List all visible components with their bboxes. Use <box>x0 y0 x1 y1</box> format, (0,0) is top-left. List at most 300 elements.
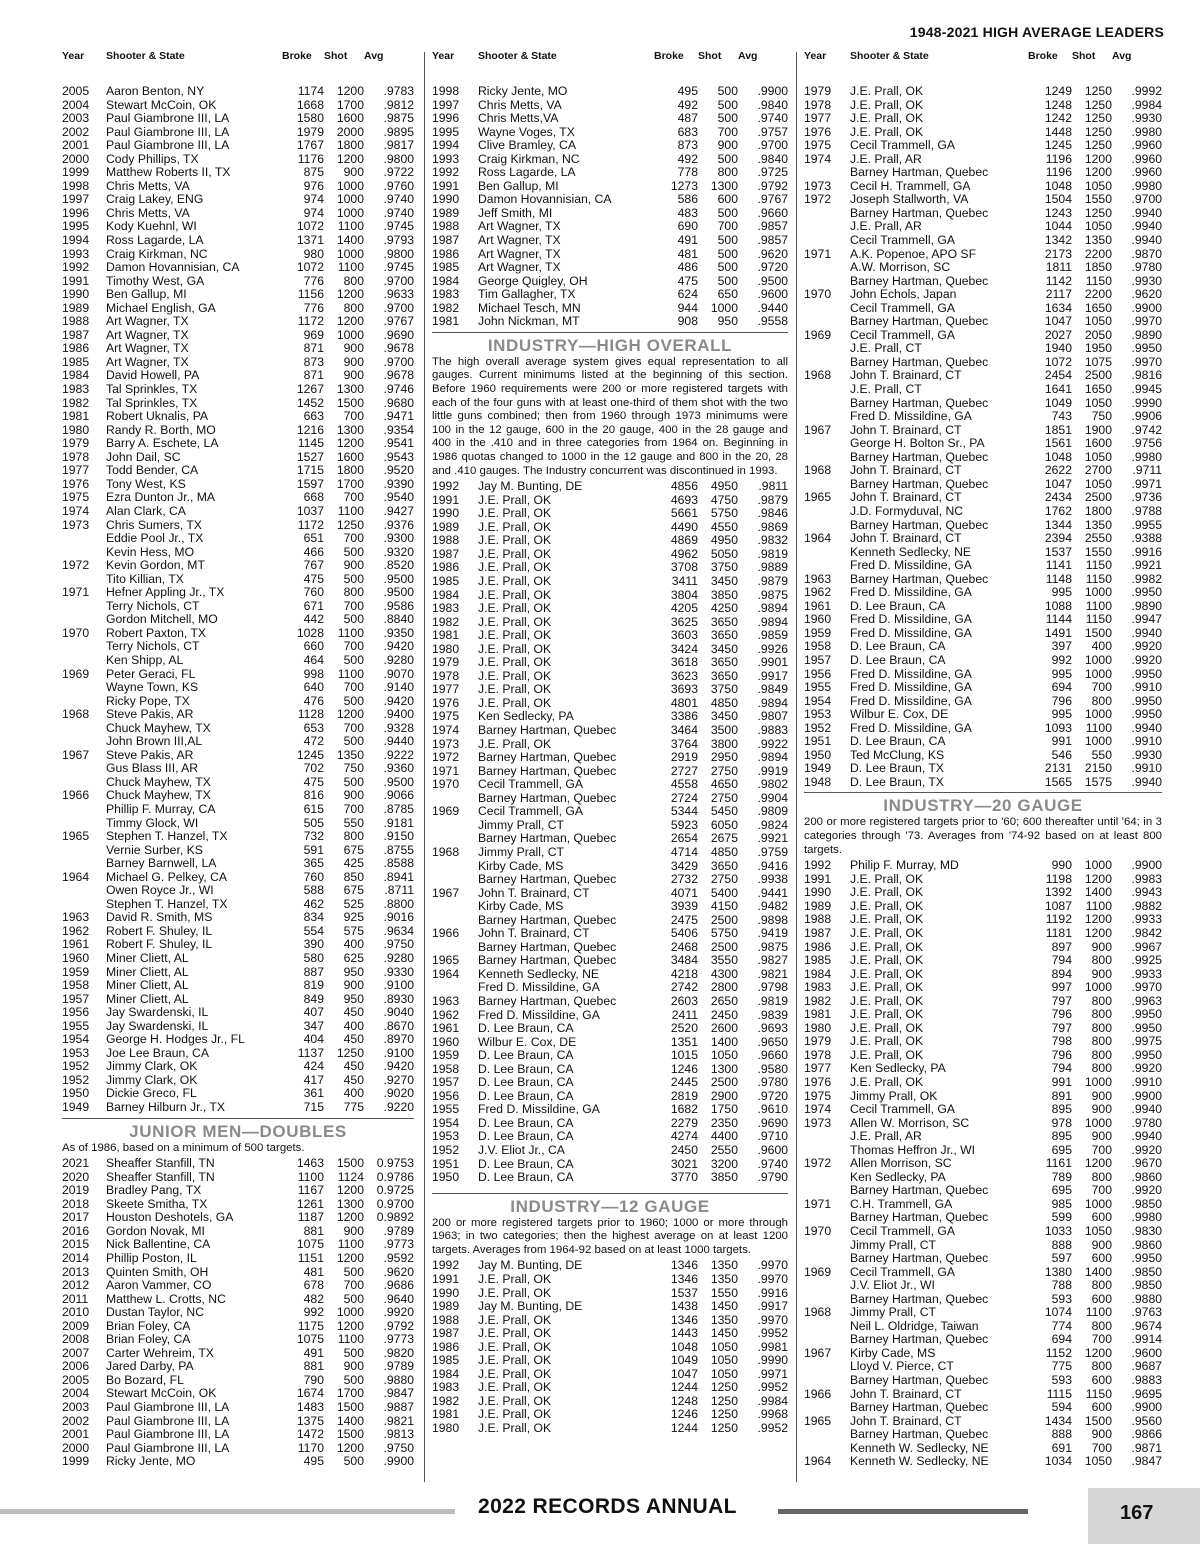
avg-cell: .9850 <box>1131 1197 1162 1211</box>
table-row <box>432 778 788 792</box>
avg-cell: .9982 <box>1131 572 1162 586</box>
broke-cell: 1072 <box>296 220 324 234</box>
shooter-cell: J.E. Prall, OK <box>850 940 924 954</box>
avg-cell: .9416 <box>757 859 788 873</box>
avg-cell: .9849 <box>757 683 788 697</box>
avg-cell: .9960 <box>1131 139 1162 153</box>
broke-cell: 2434 <box>1044 491 1072 505</box>
table-row <box>62 789 414 803</box>
shot-cell: 5050 <box>710 547 738 561</box>
table-row <box>804 315 1162 329</box>
shot-cell: 500 <box>343 1265 364 1279</box>
table-row <box>804 1306 1162 1320</box>
avg-cell: .9610 <box>757 1103 788 1117</box>
broke-cell: 775 <box>1051 1360 1072 1374</box>
avg-cell: .9947 <box>1131 613 1162 627</box>
avg-cell: .9920 <box>1131 653 1162 667</box>
shot-cell: 900 <box>343 789 364 803</box>
shooter-cell: Robert Uknalis, PA <box>106 410 209 424</box>
broke-cell: 2919 <box>670 751 698 765</box>
year-cell: 1979 <box>432 656 460 670</box>
shooter-cell: Paul Giambrone III, LA <box>106 1414 230 1428</box>
shot-cell: 3650 <box>710 629 738 643</box>
shooter-cell: Chris Metts,VA <box>478 112 559 126</box>
broke-cell: 5344 <box>670 805 698 819</box>
year-cell: 2015 <box>62 1238 90 1252</box>
shooter-cell: Art Wagner, TX <box>106 315 189 329</box>
broke-cell: 1167 <box>297 1184 324 1198</box>
table-row <box>804 1225 1162 1239</box>
table-row <box>62 1347 414 1361</box>
shot-cell: 1500 <box>1084 626 1112 640</box>
shot-cell: 800 <box>1091 994 1112 1008</box>
table-row <box>804 234 1162 248</box>
table-row <box>62 722 414 736</box>
shooter-cell: Phillip F. Murray, CA <box>106 802 216 816</box>
avg-cell: .9839 <box>757 1008 788 1022</box>
table-row <box>62 695 414 709</box>
shooter-cell: Art Wagner, TX <box>478 234 561 248</box>
shot-cell: 400 <box>343 1019 364 1033</box>
table-row <box>62 315 414 329</box>
shot-cell: 3500 <box>710 724 738 738</box>
shooter-cell: Clive Bramley, CA <box>478 139 576 153</box>
table-row <box>62 993 414 1007</box>
broke-cell: 3770 <box>670 1171 698 1185</box>
avg-cell: .9687 <box>1131 1360 1162 1374</box>
year-cell: 1972 <box>804 193 832 207</box>
shooter-cell: Art Wagner, TX <box>106 355 189 369</box>
shooter-cell: Ken Sedlecky, PA <box>478 710 574 724</box>
table-row <box>62 126 414 140</box>
table-row <box>62 1306 414 1320</box>
broke-cell: 4205 <box>670 602 698 616</box>
shooter-cell: Art Wagner, TX <box>478 247 561 261</box>
shooter-cell: John Brown III,AL <box>106 735 203 749</box>
broke-cell: 1181 <box>1045 926 1072 940</box>
shot-cell: 450 <box>343 1006 364 1020</box>
table-row <box>432 616 788 630</box>
avg-cell: .9880 <box>383 1373 414 1387</box>
broke-cell: 3625 <box>670 615 698 629</box>
shooter-cell: Alan Clark, CA <box>106 504 186 518</box>
year-cell: 1968 <box>804 1306 832 1320</box>
table-row <box>804 112 1162 126</box>
shot-cell: 500 <box>717 98 738 112</box>
table-row <box>432 819 788 833</box>
shot-cell: 1750 <box>710 1103 738 1117</box>
shooter-cell: Barney Hartman, Quebec <box>850 1252 989 1266</box>
table-row <box>432 261 788 275</box>
year-cell <box>804 1293 850 1307</box>
broke-cell: 1392 <box>1044 886 1072 900</box>
avg-cell: .9678 <box>383 369 414 383</box>
broke-cell: 888 <box>1051 1428 1072 1442</box>
table-row <box>62 1333 414 1347</box>
year-cell: 1989 <box>432 520 460 534</box>
table-row <box>62 1157 414 1171</box>
year-cell: 1963 <box>62 911 90 925</box>
shooter-cell: J.E. Prall, AR <box>850 1130 922 1144</box>
shot-cell: 1150 <box>1085 559 1112 573</box>
table-row <box>432 846 788 860</box>
year-cell: 1976 <box>432 696 460 710</box>
broke-cell: 816 <box>303 789 324 803</box>
table-row <box>804 1035 1162 1049</box>
broke-cell: 1128 <box>297 708 324 722</box>
avg-cell: .9970 <box>1131 981 1162 995</box>
year-cell: 1977 <box>432 683 460 697</box>
shot-cell: 1000 <box>1084 859 1112 873</box>
avg-cell: .9980 <box>1131 125 1162 139</box>
table-row <box>804 1130 1162 1144</box>
year-cell: 1964 <box>804 1455 832 1469</box>
avg-cell: .9500 <box>383 586 414 600</box>
shot-cell: 1000 <box>1084 1197 1112 1211</box>
year-cell: 1975 <box>432 710 460 724</box>
broke-cell: 482 <box>303 1292 324 1306</box>
avg-cell: .9983 <box>1131 872 1162 886</box>
avg-cell: .9792 <box>383 1319 414 1333</box>
shooter-cell: Ross Lagarde, LA <box>106 234 204 248</box>
shot-cell: 600 <box>717 193 738 207</box>
shooter-cell: J.E. Prall, OK <box>850 112 924 126</box>
shooter-cell: D. Lee Braun, CA <box>850 735 946 749</box>
table-row <box>432 941 788 955</box>
year-cell: 1988 <box>804 913 832 927</box>
avg-cell: .9600 <box>1131 1346 1162 1360</box>
shooter-cell: Stewart McCoin, OK <box>106 98 217 112</box>
shot-cell: 650 <box>717 288 738 302</box>
year-cell: 1963 <box>432 994 460 1008</box>
year-cell: 1988 <box>432 220 460 234</box>
table-row <box>62 803 414 817</box>
avg-cell: .9802 <box>757 778 788 792</box>
shooter-cell: John T. Brainard, CT <box>850 369 962 383</box>
table-row <box>62 938 414 952</box>
avg-cell: .9910 <box>1131 1075 1162 1089</box>
shot-cell: 800 <box>1091 694 1112 708</box>
avg-cell: .9813 <box>383 1428 414 1442</box>
records-table <box>432 1259 788 1435</box>
broke-cell: 3623 <box>670 669 698 683</box>
broke-cell: 1244 <box>670 1421 698 1435</box>
table-row <box>432 710 788 724</box>
table-row <box>804 1198 1162 1212</box>
table-row <box>804 1117 1162 1131</box>
shot-cell: 1300 <box>336 383 364 397</box>
shooter-cell: Bradley Pang, TX <box>106 1184 202 1198</box>
year-cell: 1973 <box>432 737 460 751</box>
table-row <box>62 1238 414 1252</box>
year-cell: 1971 <box>62 586 90 600</box>
avg-cell: .9910 <box>1131 762 1162 776</box>
section-title-industry-high-overall: INDUSTRY—HIGH OVERALL <box>432 332 788 356</box>
shooter-cell: Terry Nichols, CT <box>106 640 200 654</box>
year-cell: 1981 <box>62 410 90 424</box>
broke-cell: 1472 <box>296 1428 324 1442</box>
shot-cell: 1500 <box>1084 1414 1112 1428</box>
table-row <box>62 1320 414 1334</box>
year-cell: 1982 <box>432 615 460 629</box>
shooter-cell: Robert Paxton, TX <box>106 626 207 640</box>
avg-cell: .9660 <box>757 206 788 220</box>
year-cell: 1961 <box>62 938 90 952</box>
shooter-cell: D. Lee Braun, CA <box>478 1116 574 1130</box>
shooter-cell: J.E. Prall, CT <box>850 383 922 397</box>
shot-cell: 400 <box>343 938 364 952</box>
shot-cell: 700 <box>717 220 738 234</box>
avg-cell: .9740 <box>383 206 414 220</box>
avg-cell: .9819 <box>757 994 788 1008</box>
shooter-cell: Jimmy Prall, OK <box>850 1089 938 1103</box>
shot-cell: 800 <box>1091 1048 1112 1062</box>
year-cell: 1989 <box>804 899 832 913</box>
broke-cell: 1049 <box>1044 396 1072 410</box>
broke-cell: 3429 <box>670 859 698 873</box>
table-row <box>432 1381 788 1395</box>
shot-cell: 1200 <box>336 1319 364 1333</box>
avg-cell: .9634 <box>383 924 414 938</box>
year-cell: 1958 <box>804 640 832 654</box>
shot-cell: 700 <box>343 640 364 654</box>
shooter-cell: Barney Hartman, Quebec <box>478 832 617 846</box>
year-cell: 1991 <box>432 1272 460 1286</box>
shooter-cell: Robert F. Shuley, IL <box>106 938 213 952</box>
shot-cell: 950 <box>343 992 364 1006</box>
avg-cell: .9600 <box>757 1143 788 1157</box>
shooter-cell: Jay Swardenski, IL <box>106 1006 209 1020</box>
table-row <box>804 397 1162 411</box>
avg-cell: .9827 <box>757 954 788 968</box>
table-row <box>804 1157 1162 1171</box>
year-cell <box>62 803 106 817</box>
shooter-cell: Cecil Trammell, GA <box>850 1224 955 1238</box>
shooter-cell: J.E. Prall, OK <box>478 602 552 616</box>
shot-cell: 1575 <box>1084 775 1112 789</box>
shooter-cell: Cecil Trammell, GA <box>478 805 583 819</box>
year-cell: 1954 <box>62 1033 90 1047</box>
broke-cell: 5923 <box>670 818 698 832</box>
year-cell: 1982 <box>804 994 832 1008</box>
broke-cell: 1248 <box>670 1394 698 1408</box>
table-row <box>432 153 788 167</box>
avg-cell: .9970 <box>757 1272 788 1286</box>
avg-cell: .9895 <box>383 125 414 139</box>
broke-cell: 2727 <box>670 764 698 778</box>
avg-cell: .9898 <box>757 913 788 927</box>
shot-cell: 1000 <box>1084 667 1112 681</box>
table-row <box>62 1006 414 1020</box>
table-row <box>62 505 414 519</box>
broke-cell: 1156 <box>297 288 324 302</box>
table-row <box>804 1239 1162 1253</box>
page-header-title: 1948-2021 HIGH AVERAGE LEADERS <box>909 24 1164 40</box>
year-cell: 1999 <box>62 1455 90 1469</box>
shooter-cell: Gus Blass III, AR <box>106 762 199 776</box>
shooter-cell: D. Lee Braun, CA <box>478 1171 574 1185</box>
avg-cell: .9759 <box>757 845 788 859</box>
avg-cell: .9540 <box>383 491 414 505</box>
shooter-cell: Barney Hartman, Quebec <box>478 751 617 765</box>
table-row <box>62 1198 414 1212</box>
avg-cell: .9920 <box>1131 1184 1162 1198</box>
shooter-cell: Barney Hartman, Quebec <box>478 954 617 968</box>
avg-cell: .9952 <box>757 1381 788 1395</box>
shooter-cell: J.E. Prall, OK <box>850 1075 924 1089</box>
avg-cell: .9945 <box>1131 383 1162 397</box>
year-cell <box>804 342 850 356</box>
avg-cell: .9950 <box>1131 1048 1162 1062</box>
broke-cell: 483 <box>677 206 698 220</box>
year-cell: 2006 <box>62 1360 90 1374</box>
year-cell: 1985 <box>432 575 460 589</box>
avg-cell: .9750 <box>383 938 414 952</box>
shot-cell: 2800 <box>710 981 738 995</box>
table-row <box>804 1401 1162 1415</box>
shooter-cell: Tony West, KS <box>106 477 186 491</box>
table-row <box>432 1354 788 1368</box>
year-cell: 1991 <box>804 872 832 886</box>
broke-cell: 1246 <box>670 1408 698 1422</box>
year-cell: 2004 <box>62 1387 90 1401</box>
avg-cell: .9832 <box>757 534 788 548</box>
avg-cell: .9500 <box>383 572 414 586</box>
year-cell <box>804 1428 850 1442</box>
avg-cell: .9773 <box>383 1238 414 1252</box>
broke-cell: 668 <box>303 491 324 505</box>
shooter-cell: Michael English, GA <box>106 301 216 315</box>
year-cell: 1976 <box>62 477 90 491</box>
broke-cell: 798 <box>1051 1035 1072 1049</box>
year-cell <box>804 1401 850 1415</box>
year-cell: 1977 <box>804 112 832 126</box>
table-row <box>804 275 1162 289</box>
shooter-cell: J.E. Prall, OK <box>478 1286 552 1300</box>
broke-cell: 834 <box>303 911 324 925</box>
table-row <box>432 166 788 180</box>
year-cell <box>62 573 106 587</box>
shooter-cell: Aaron Vammer, CO <box>106 1279 212 1293</box>
table-row <box>432 805 788 819</box>
shot-cell: 3200 <box>710 1157 738 1171</box>
avg-cell: .9960 <box>1131 152 1162 166</box>
shooter-cell: Chuck Mayhew, TX <box>106 789 211 803</box>
shot-cell: 500 <box>343 1373 364 1387</box>
table-row <box>62 830 414 844</box>
records-table <box>62 85 414 1115</box>
year-cell <box>804 505 850 519</box>
broke-cell: 2117 <box>1045 288 1072 302</box>
shooter-cell: Damon Hovannisian, CA <box>478 193 612 207</box>
year-cell <box>62 844 106 858</box>
avg-cell: .9847 <box>1131 1455 1162 1469</box>
broke-cell: 4962 <box>670 547 698 561</box>
avg-cell: .9933 <box>1131 967 1162 981</box>
table-row <box>432 275 788 289</box>
shot-cell: 550 <box>343 816 364 830</box>
shot-cell: 900 <box>1091 1130 1112 1144</box>
shooter-cell: Miner Cliett, AL <box>106 979 189 993</box>
broke-cell: 1634 <box>1044 301 1072 315</box>
shooter-cell: Brian Foley, CA <box>106 1319 191 1333</box>
shot-cell: 1050 <box>1084 179 1112 193</box>
shot-cell: 1000 <box>1084 708 1112 722</box>
table-row <box>432 1103 788 1117</box>
table-row <box>804 1062 1162 1076</box>
shot-cell: 1800 <box>1084 504 1112 518</box>
year-cell: 1974 <box>804 1103 832 1117</box>
shooter-cell: Barney Hartman, Quebec <box>478 994 617 1008</box>
table-row <box>804 410 1162 424</box>
table-row <box>62 1293 414 1307</box>
year-cell: 1980 <box>432 642 460 656</box>
year-cell: 1975 <box>804 1089 832 1103</box>
avg-cell: .9970 <box>757 1313 788 1327</box>
broke-cell: 1075 <box>296 1333 324 1347</box>
shooter-cell: Jimmy Prall, CT <box>850 1306 936 1320</box>
shot-cell: 1200 <box>336 315 364 329</box>
table-row <box>62 383 414 397</box>
avg-cell: .9971 <box>757 1367 788 1381</box>
table-row <box>62 519 414 533</box>
shot-cell: 400 <box>343 1087 364 1101</box>
year-cell: 1970 <box>804 1224 832 1238</box>
avg-cell: .9890 <box>1131 328 1162 342</box>
table-row <box>62 1442 414 1456</box>
avg-cell: .9980 <box>1131 179 1162 193</box>
broke-cell: 1261 <box>296 1197 324 1211</box>
shooter-cell: Michael Tesch, MN <box>478 301 581 315</box>
avg-header: Avg <box>738 50 758 62</box>
shot-cell: 500 <box>717 247 738 261</box>
broke-cell: 2732 <box>670 873 698 887</box>
table-row <box>432 85 788 99</box>
shooter-cell: J.E. Prall, OK <box>850 981 924 995</box>
table-row <box>804 981 1162 995</box>
avg-cell: .9900 <box>1131 859 1162 873</box>
shot-cell: 1250 <box>710 1421 738 1435</box>
shot-cell: 500 <box>343 775 364 789</box>
shot-cell: 4850 <box>710 845 738 859</box>
table-row <box>62 1387 414 1401</box>
avg-cell: .9220 <box>383 1101 414 1115</box>
avg-cell: .9792 <box>757 179 788 193</box>
table-row <box>62 749 414 763</box>
broke-cell: 466 <box>303 545 324 559</box>
shot-cell: 500 <box>717 112 738 126</box>
shot-cell: 1200 <box>1084 913 1112 927</box>
year-cell: 1970 <box>804 288 832 302</box>
avg-cell: .9950 <box>1131 342 1162 356</box>
avg-cell: .8800 <box>383 897 414 911</box>
avg-cell: .9780 <box>757 1076 788 1090</box>
year-cell <box>62 681 106 695</box>
year-cell <box>432 981 478 995</box>
shooter-cell: J.E. Prall, CT <box>850 342 922 356</box>
broke-cell: 3618 <box>670 656 698 670</box>
table-row <box>62 600 414 614</box>
avg-cell: .9760 <box>383 179 414 193</box>
broke-cell: 871 <box>303 342 324 356</box>
year-cell: 1949 <box>804 762 832 776</box>
column-divider <box>424 52 425 1482</box>
year-cell: 1968 <box>432 845 460 859</box>
year-cell: 1955 <box>804 681 832 695</box>
shot-cell: 1100 <box>1085 1306 1112 1320</box>
shot-cell: 1200 <box>336 1441 364 1455</box>
shooter-cell: Barney Hartman, Quebec <box>478 940 617 954</box>
